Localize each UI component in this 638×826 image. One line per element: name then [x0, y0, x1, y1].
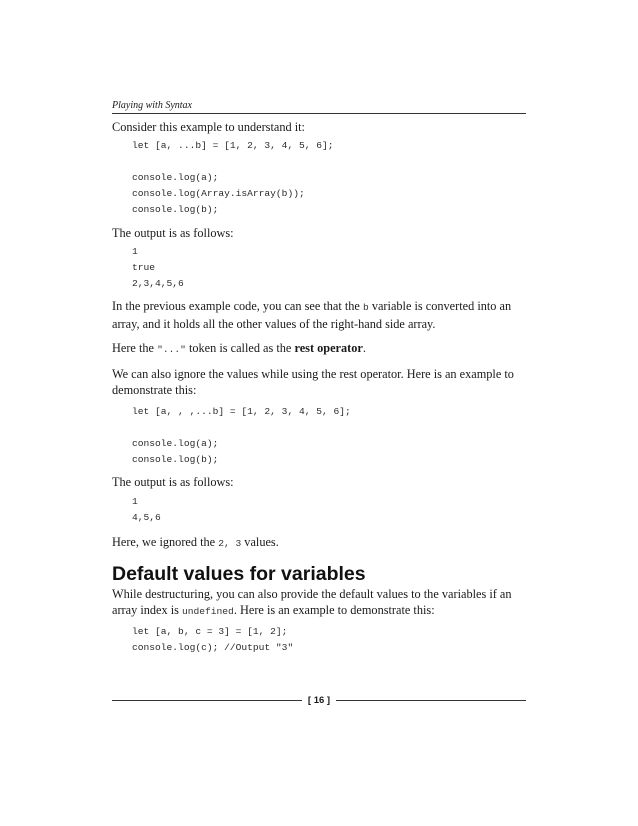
output-intro-paragraph-2: The output is as follows:	[112, 475, 234, 489]
ignored-values-paragraph	[112, 534, 526, 552]
default-text-before: While destructuring, you can also provide the default values to the variables if an array index is	[112, 587, 512, 617]
previous-text-after: variable is converted into an array, and it holds all the other values of the right-hand side array.	[112, 299, 512, 331]
section-heading: Default values for variables	[112, 563, 366, 585]
previous-text-before: In the previous example code, you can see that the	[112, 299, 363, 313]
footer-rule-left	[112, 700, 302, 701]
page-content	[112, 119, 526, 656]
output-block-1: 1 true 2,3,4,5,6	[132, 246, 184, 289]
inline-code-b: b	[362, 302, 369, 313]
inline-code-ignored-values: 2, 3	[218, 538, 242, 549]
intro-paragraph: Consider this example to understand it:	[112, 120, 305, 134]
inline-code-spread-token: "..."	[157, 344, 186, 355]
rest-text-before: Here the	[112, 341, 158, 355]
rest-text-after: .	[362, 341, 366, 355]
rest-operator-term: rest operator	[294, 341, 363, 355]
code-block-ignore-example: let [a, , ,...b] = [1, 2, 3, 4, 5, 6]; console.log(a); console.log(b);	[132, 406, 351, 465]
rest-text-middle: token is called as the	[185, 341, 295, 355]
ignore-values-paragraph: We can also ignore the values while using the rest operator. Here is an example to demonstrate this:	[112, 367, 514, 397]
code-block-default-example: let [a, b, c = 3] = [1, 2]; console.log(c); //Output "3"	[132, 626, 294, 653]
default-values-paragraph	[112, 586, 526, 620]
previous-example-paragraph	[112, 298, 526, 332]
ignored-text-after: values.	[241, 535, 279, 549]
page-footer	[112, 693, 526, 707]
default-text-after: . Here is an example to demonstrate this:	[233, 603, 435, 617]
output-intro-paragraph: The output is as follows:	[112, 226, 234, 240]
footer-rule-right	[336, 700, 526, 701]
inline-code-undefined: undefined	[182, 606, 234, 617]
rest-operator-paragraph	[112, 340, 526, 358]
output-block-2: 1 4,5,6	[132, 496, 161, 523]
ignored-text-before: Here, we ignored the	[112, 535, 219, 549]
code-block-rest-example: let [a, ...b] = [1, 2, 3, 4, 5, 6]; console.log(a); console.log(Array.isArray(b)); console.log(b);	[132, 140, 334, 215]
running-title: Playing with Syntax	[112, 100, 192, 111]
page-number: [ 16 ]	[307, 694, 331, 706]
running-header	[112, 100, 526, 114]
